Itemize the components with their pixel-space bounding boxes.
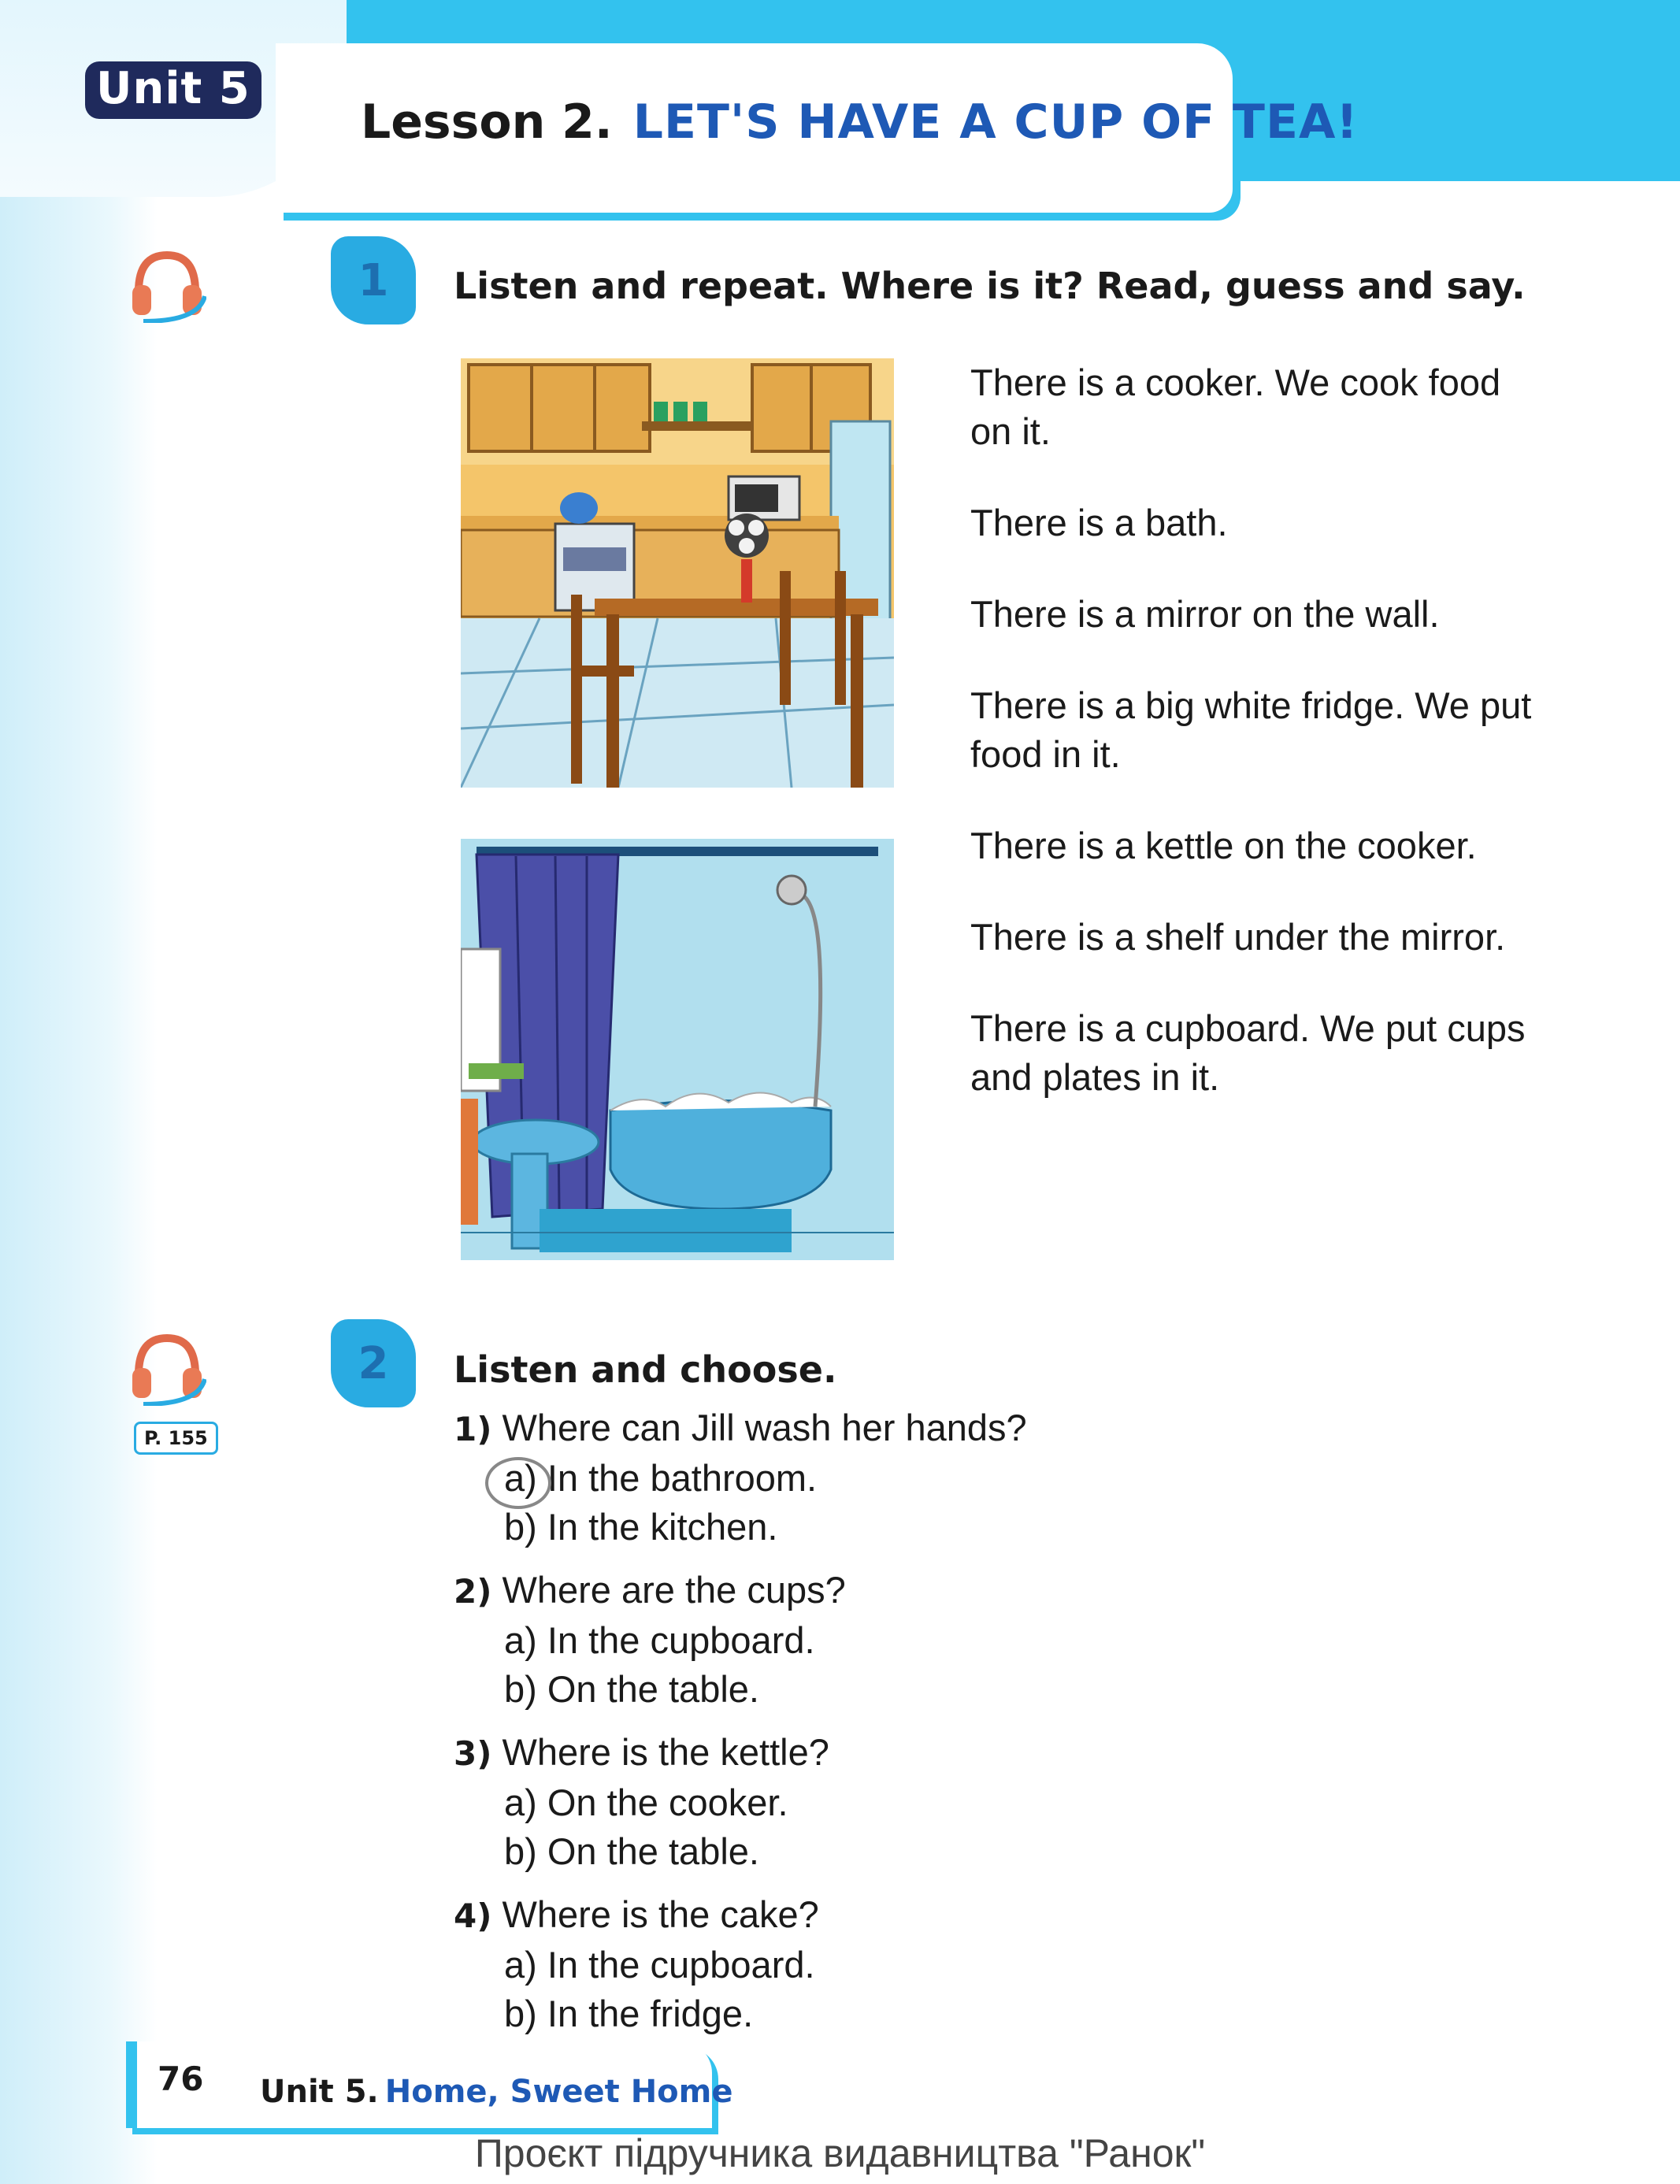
option-b[interactable]	[454, 1665, 1027, 1714]
sentence-bath: There is a bath.	[970, 502, 1228, 543]
sentence-shelf: There is a shelf under the mirror.	[970, 916, 1506, 958]
lesson-title	[361, 95, 1359, 150]
task1-instruction: Listen and repeat. Where is it? Read, guess and say.	[454, 265, 1526, 307]
bathroom-illustration	[461, 839, 894, 1260]
question-number: 4)	[454, 1897, 492, 1935]
publisher-watermark: Проєкт підручника видавництва "Ранок"	[474, 2131, 1206, 2175]
sentence-fridge: There is a big white fridge. We put food in it.	[970, 684, 1532, 775]
footer-unit-title	[260, 2074, 732, 2110]
question-text: Where is the cake?	[502, 1893, 819, 1935]
option-a[interactable]	[454, 1778, 1027, 1827]
footer-unit-label: Unit 5.	[260, 2074, 379, 2110]
option-a[interactable]	[454, 1616, 1027, 1665]
option-a[interactable]	[454, 1454, 1027, 1503]
sentence-cooker: There is a cooker. We cook food on it.	[970, 362, 1501, 452]
headphones-icon[interactable]	[128, 244, 206, 323]
question-4	[454, 1890, 1027, 2038]
sentence-mirror: There is a mirror on the wall.	[970, 593, 1440, 635]
lesson-label: Lesson 2.	[361, 95, 613, 150]
task1-number: 1	[358, 254, 389, 306]
option-text: a) In the cupboard.	[504, 1944, 815, 1986]
option-text: a) In the bathroom.	[504, 1457, 818, 1499]
left-margin-band	[0, 0, 158, 2184]
option-a[interactable]	[454, 1941, 1027, 1989]
page-number: 76	[158, 2060, 204, 2098]
question-text: Where is the kettle?	[502, 1731, 829, 1773]
question-2	[454, 1566, 1027, 1714]
sentence-kettle: There is a kettle on the cooker.	[970, 825, 1477, 866]
task2-instruction: Listen and choose.	[454, 1348, 837, 1391]
answer-circle-mark	[485, 1457, 551, 1509]
task2-number-badge	[331, 1319, 416, 1407]
question-1	[454, 1403, 1027, 1552]
question-number: 2)	[454, 1572, 492, 1611]
unit-badge	[85, 61, 261, 119]
option-text: b) On the table.	[504, 1830, 759, 1872]
option-b[interactable]	[454, 1989, 1027, 2038]
question-text: Where are the cups?	[502, 1569, 846, 1611]
question-number: 3)	[454, 1734, 492, 1773]
task1-number-badge	[331, 236, 416, 324]
kitchen-illustration	[461, 358, 894, 788]
sentence-cupboard: There is a cupboard. We put cups and plates in it.	[970, 1007, 1526, 1098]
unit-badge-text: Unit 5	[96, 63, 250, 114]
footer-unit-name: Home, Sweet Home	[384, 2074, 733, 2110]
option-text: a) In the cupboard.	[504, 1619, 815, 1661]
question-3	[454, 1728, 1027, 1876]
option-b[interactable]	[454, 1503, 1027, 1552]
question-number: 1)	[454, 1410, 492, 1448]
lesson-name: LET'S HAVE A CUP OF TEA!	[632, 95, 1359, 150]
task2-questions	[454, 1403, 1027, 2052]
task2-number: 2	[358, 1337, 389, 1389]
option-text: b) In the fridge.	[504, 1993, 754, 2034]
page-reference: P. 155	[134, 1422, 218, 1455]
task1-sentences	[970, 358, 1537, 1144]
option-text: b) In the kitchen.	[504, 1506, 778, 1548]
option-text: a) On the cooker.	[504, 1782, 788, 1823]
option-text: b) On the table.	[504, 1668, 759, 1710]
headphones-icon[interactable]	[128, 1327, 206, 1406]
option-b[interactable]	[454, 1827, 1027, 1876]
question-text: Where can Jill wash her hands?	[502, 1407, 1027, 1448]
